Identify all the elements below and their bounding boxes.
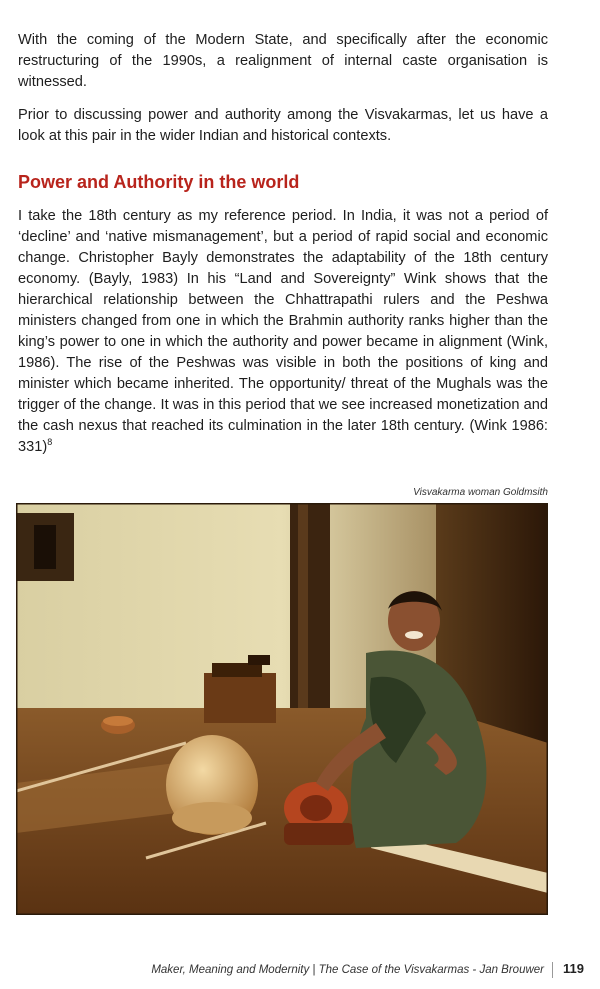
- figure-caption: Visvakarma woman Goldmsith: [413, 487, 548, 498]
- goldsmith-photo: [16, 503, 548, 915]
- page-footer: [0, 961, 584, 978]
- footer-divider: [552, 962, 553, 978]
- paragraph-18th-century-text: I take the 18th century as my reference period. In India, it was not a period of ‘decline’ and ‘native mismanagement’, but a period of rapid social and economic change. Christopher Bayly demonstrates the adaptability of the 18th century economy. (Bayly, 1983) In his “Land and Sovereignty” Wink shows that the hierarchical relationship between the Chhattrapathi rulers and the Peshwa ministers changed from one in which the Brahmin authority ranks higher than the king’s power to one in which the authority and power became in alignment (Wink, 1986). The rise of the Peshwas was visible in both the positions of king and minister which became inherited. The opportunity/ threat of the Mughals was the trigger of the change. It was in this period that we see increased monetization and the cash nexus that reached its culmination in the later 18th century. (Wink 1986: 331): [18, 208, 548, 455]
- paragraph-context: Prior to discussing power and authority among the Visvakarmas, let us have a look at this pair in the wider Indian and historical contexts.: [18, 107, 548, 144]
- page-number: 119: [563, 961, 584, 976]
- paragraph-intro: With the coming of the Modern State, and specifically after the economic restructuring of the 1990s, a realignment of internal caste organisation is witnessed.: [18, 32, 548, 90]
- running-footer-title: Maker, Meaning and Modernity | The Case of the Visvakarmas - Jan Brouwer: [151, 964, 545, 976]
- paragraph-18th-century: [18, 206, 548, 458]
- section-heading: Power and Authority in the world: [18, 172, 300, 192]
- footnote-reference: 8: [47, 437, 53, 448]
